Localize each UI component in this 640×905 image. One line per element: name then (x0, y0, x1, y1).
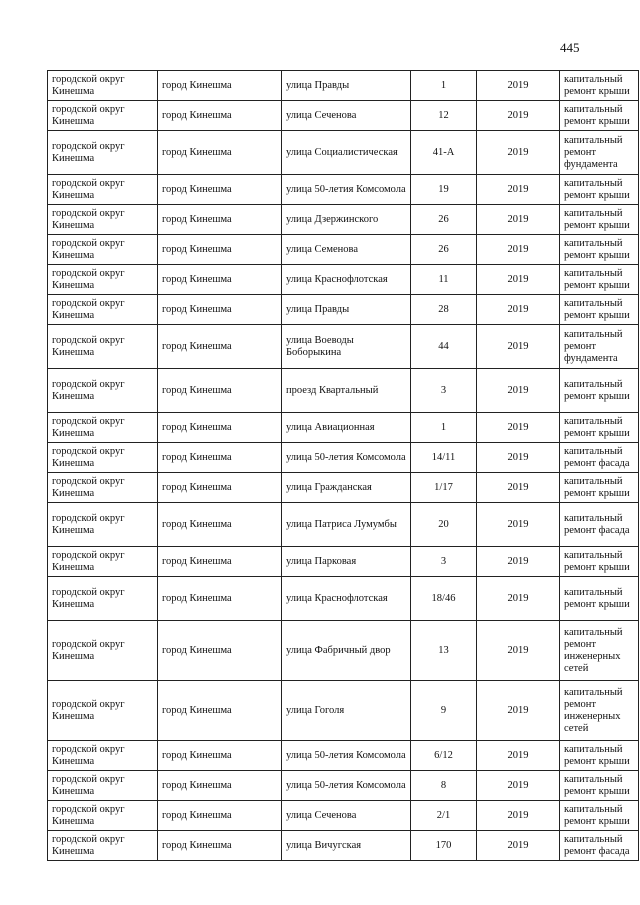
year-cell: 2019 (477, 175, 560, 205)
city-cell: город Кинешма (158, 577, 282, 621)
year-cell: 2019 (477, 547, 560, 577)
work-type-cell: капитальный ремонт фасада (560, 831, 639, 861)
year-cell: 2019 (477, 741, 560, 771)
house-number-cell: 26 (411, 205, 477, 235)
work-type-cell: капитальный ремонт фундамента (560, 131, 639, 175)
city-cell: город Кинешма (158, 131, 282, 175)
street-cell: улица 50-летия Комсомола (282, 443, 411, 473)
street-cell: улица 50-летия Комсомола (282, 741, 411, 771)
table-row (48, 101, 639, 131)
street-cell: улица Дзержинского (282, 205, 411, 235)
municipality-cell: городской округ Кинешма (48, 175, 158, 205)
work-type-cell: капитальный ремонт крыши (560, 473, 639, 503)
city-cell: город Кинешма (158, 771, 282, 801)
table-row (48, 71, 639, 101)
municipality-cell: городской округ Кинешма (48, 101, 158, 131)
municipality-cell: городской округ Кинешма (48, 547, 158, 577)
city-cell: город Кинешма (158, 413, 282, 443)
house-number-cell: 41-А (411, 131, 477, 175)
house-number-cell: 3 (411, 547, 477, 577)
street-cell: улица Сеченова (282, 101, 411, 131)
house-number-cell: 2/1 (411, 801, 477, 831)
street-cell: улица 50-летия Комсомола (282, 175, 411, 205)
city-cell: город Кинешма (158, 265, 282, 295)
table-row (48, 547, 639, 577)
table-row (48, 265, 639, 295)
work-type-cell: капитальный ремонт крыши (560, 205, 639, 235)
city-cell: город Кинешма (158, 235, 282, 265)
year-cell: 2019 (477, 831, 560, 861)
municipality-cell: городской округ Кинешма (48, 325, 158, 369)
work-type-cell: капитальный ремонт фундамента (560, 325, 639, 369)
municipality-cell: городской округ Кинешма (48, 831, 158, 861)
city-cell: город Кинешма (158, 369, 282, 413)
municipality-cell: городской округ Кинешма (48, 741, 158, 771)
year-cell: 2019 (477, 205, 560, 235)
municipality-cell: городской округ Кинешма (48, 413, 158, 443)
house-number-cell: 44 (411, 325, 477, 369)
street-cell: улица Семенова (282, 235, 411, 265)
table-row (48, 325, 639, 369)
year-cell: 2019 (477, 101, 560, 131)
year-cell: 2019 (477, 801, 560, 831)
city-cell: город Кинешма (158, 681, 282, 741)
municipality-cell: городской округ Кинешма (48, 369, 158, 413)
street-cell: улица Авиационная (282, 413, 411, 443)
year-cell: 2019 (477, 295, 560, 325)
house-number-cell: 12 (411, 101, 477, 131)
city-cell: город Кинешма (158, 443, 282, 473)
year-cell: 2019 (477, 681, 560, 741)
work-type-cell: капитальный ремонт крыши (560, 577, 639, 621)
house-number-cell: 11 (411, 265, 477, 295)
house-number-cell: 1 (411, 71, 477, 101)
municipality-cell: городской округ Кинешма (48, 771, 158, 801)
year-cell: 2019 (477, 473, 560, 503)
street-cell: улица Социалистическая (282, 131, 411, 175)
house-number-cell: 6/12 (411, 741, 477, 771)
city-cell: город Кинешма (158, 503, 282, 547)
street-cell: улица Вичугская (282, 831, 411, 861)
table-row (48, 771, 639, 801)
street-cell: улица Патриса Лумумбы (282, 503, 411, 547)
house-number-cell: 8 (411, 771, 477, 801)
municipality-cell: городской округ Кинешма (48, 235, 158, 265)
city-cell: город Кинешма (158, 831, 282, 861)
table-row (48, 503, 639, 547)
house-number-cell: 19 (411, 175, 477, 205)
work-type-cell: капитальный ремонт крыши (560, 235, 639, 265)
city-cell: город Кинешма (158, 175, 282, 205)
year-cell: 2019 (477, 325, 560, 369)
work-type-cell: капитальный ремонт крыши (560, 771, 639, 801)
house-number-cell: 26 (411, 235, 477, 265)
municipality-cell: городской округ Кинешма (48, 621, 158, 681)
house-number-cell: 14/11 (411, 443, 477, 473)
table-row (48, 131, 639, 175)
table-row (48, 473, 639, 503)
house-number-cell: 1 (411, 413, 477, 443)
municipality-cell: городской округ Кинешма (48, 71, 158, 101)
year-cell: 2019 (477, 71, 560, 101)
work-type-cell: капитальный ремонт крыши (560, 71, 639, 101)
work-type-cell: капитальный ремонт крыши (560, 101, 639, 131)
year-cell: 2019 (477, 235, 560, 265)
year-cell: 2019 (477, 265, 560, 295)
street-cell: улица Воеводы Боборыкина (282, 325, 411, 369)
municipality-cell: городской округ Кинешма (48, 265, 158, 295)
house-number-cell: 13 (411, 621, 477, 681)
municipality-cell: городской округ Кинешма (48, 205, 158, 235)
year-cell: 2019 (477, 771, 560, 801)
city-cell: город Кинешма (158, 71, 282, 101)
table-row (48, 443, 639, 473)
municipality-cell: городской округ Кинешма (48, 131, 158, 175)
street-cell: улица Правды (282, 71, 411, 101)
municipality-cell: городской округ Кинешма (48, 801, 158, 831)
municipality-cell: городской округ Кинешма (48, 577, 158, 621)
street-cell: улица Парковая (282, 547, 411, 577)
city-cell: город Кинешма (158, 473, 282, 503)
street-cell: улица Правды (282, 295, 411, 325)
year-cell: 2019 (477, 443, 560, 473)
street-cell: проезд Квартальный (282, 369, 411, 413)
house-number-cell: 20 (411, 503, 477, 547)
work-type-cell: капитальный ремонт инженерных сетей (560, 681, 639, 741)
house-number-cell: 28 (411, 295, 477, 325)
house-number-cell: 9 (411, 681, 477, 741)
table-row (48, 801, 639, 831)
city-cell: город Кинешма (158, 101, 282, 131)
repair-registry-table (47, 70, 639, 861)
table-row (48, 577, 639, 621)
work-type-cell: капитальный ремонт крыши (560, 369, 639, 413)
table-row (48, 235, 639, 265)
table-row (48, 681, 639, 741)
city-cell: город Кинешма (158, 621, 282, 681)
street-cell: улица Гражданская (282, 473, 411, 503)
house-number-cell: 18/46 (411, 577, 477, 621)
street-cell: улица Краснофлотская (282, 265, 411, 295)
street-cell: улица 50-летия Комсомола (282, 771, 411, 801)
work-type-cell: капитальный ремонт крыши (560, 295, 639, 325)
city-cell: город Кинешма (158, 547, 282, 577)
house-number-cell: 3 (411, 369, 477, 413)
city-cell: город Кинешма (158, 741, 282, 771)
table-row (48, 413, 639, 443)
house-number-cell: 170 (411, 831, 477, 861)
year-cell: 2019 (477, 131, 560, 175)
table-body (48, 71, 639, 861)
work-type-cell: капитальный ремонт фасада (560, 503, 639, 547)
table-row (48, 741, 639, 771)
year-cell: 2019 (477, 577, 560, 621)
house-number-cell: 1/17 (411, 473, 477, 503)
municipality-cell: городской округ Кинешма (48, 295, 158, 325)
year-cell: 2019 (477, 413, 560, 443)
table-row (48, 621, 639, 681)
table-row (48, 295, 639, 325)
table-row (48, 831, 639, 861)
city-cell: город Кинешма (158, 325, 282, 369)
city-cell: город Кинешма (158, 295, 282, 325)
work-type-cell: капитальный ремонт крыши (560, 413, 639, 443)
work-type-cell: капитальный ремонт крыши (560, 265, 639, 295)
work-type-cell: капитальный ремонт крыши (560, 741, 639, 771)
work-type-cell: капитальный ремонт фасада (560, 443, 639, 473)
year-cell: 2019 (477, 369, 560, 413)
table-row (48, 175, 639, 205)
street-cell: улица Фабричный двор (282, 621, 411, 681)
street-cell: улица Краснофлотская (282, 577, 411, 621)
street-cell: улица Сеченова (282, 801, 411, 831)
page-number: 445 (560, 40, 580, 55)
city-cell: город Кинешма (158, 205, 282, 235)
work-type-cell: капитальный ремонт крыши (560, 801, 639, 831)
year-cell: 2019 (477, 621, 560, 681)
work-type-cell: капитальный ремонт крыши (560, 175, 639, 205)
municipality-cell: городской округ Кинешма (48, 443, 158, 473)
table-row (48, 205, 639, 235)
table-row (48, 369, 639, 413)
municipality-cell: городской округ Кинешма (48, 473, 158, 503)
municipality-cell: городской округ Кинешма (48, 681, 158, 741)
year-cell: 2019 (477, 503, 560, 547)
street-cell: улица Гоголя (282, 681, 411, 741)
city-cell: город Кинешма (158, 801, 282, 831)
work-type-cell: капитальный ремонт крыши (560, 547, 639, 577)
municipality-cell: городской округ Кинешма (48, 503, 158, 547)
work-type-cell: капитальный ремонт инженерных сетей (560, 621, 639, 681)
